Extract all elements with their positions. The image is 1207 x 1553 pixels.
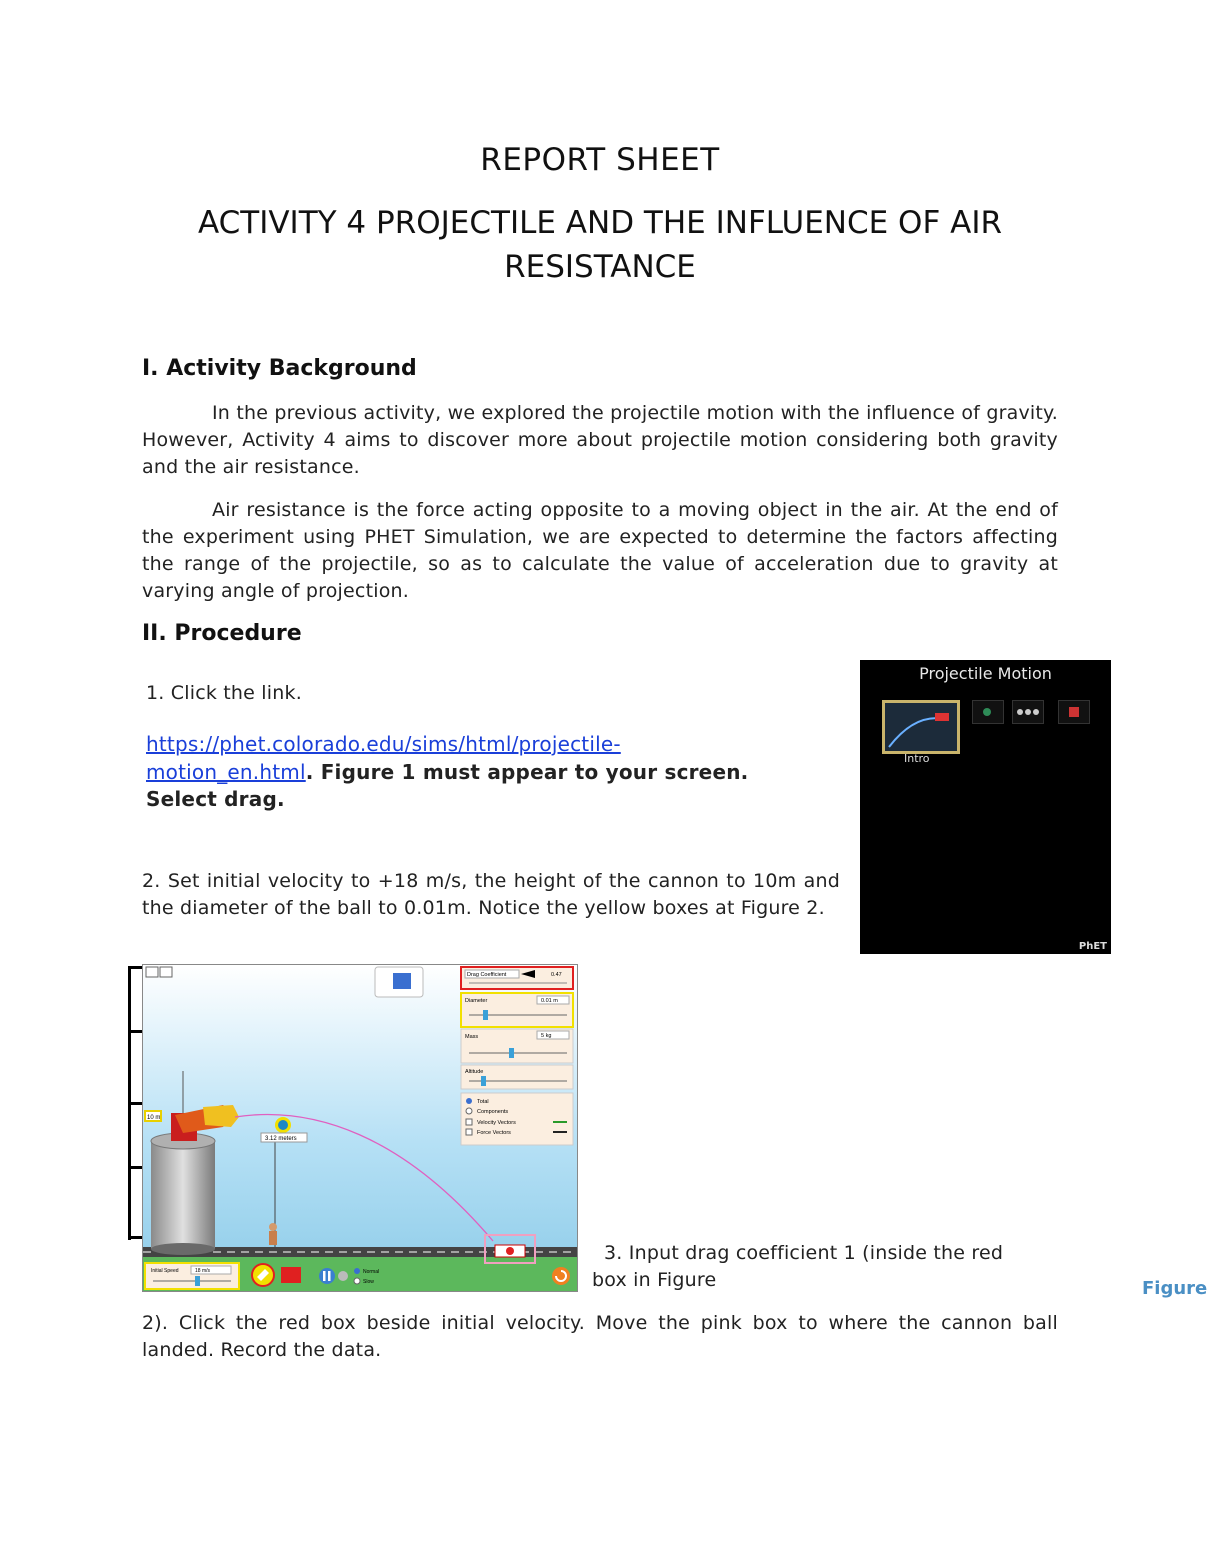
svg-text:0.01 m: 0.01 m <box>541 998 558 1004</box>
svg-text:Drag Coefficient: Drag Coefficient <box>467 972 507 978</box>
step-1-instruction: . Figure 1 must appear to your screen. <box>305 760 749 784</box>
figure-1-screenshot <box>860 660 1111 954</box>
svg-text:Mass: Mass <box>465 1034 479 1040</box>
svg-text:Total: Total <box>477 1099 489 1105</box>
step-1-select: Select drag. <box>146 787 285 811</box>
intro-thumbnail[interactable] <box>882 700 960 754</box>
section-heading-procedure: II. Procedure <box>142 621 302 646</box>
svg-text:Normal: Normal <box>363 1269 380 1275</box>
person-figure <box>269 1223 277 1245</box>
drag-thumbnail[interactable] <box>972 700 1004 724</box>
svg-text:18 m/s: 18 m/s <box>195 1268 211 1274</box>
svg-text:Slow: Slow <box>363 1279 374 1285</box>
background-paragraph-2: Air resistance is the force acting opposite to a moving object in the air. At the end of the experiment using PHET Simulation, we are expected to determine the factors affecting the range of the projectile, so as to calculate the value of acceleration due to gravity at varying angle of projection. <box>142 499 1058 602</box>
svg-text:Altitude: Altitude <box>465 1069 484 1075</box>
fire-button[interactable] <box>281 1267 301 1283</box>
altitude-control[interactable] <box>461 1065 573 1089</box>
link-line-1 <box>146 731 621 758</box>
step-3-text-b: box in Figure <box>592 1269 717 1291</box>
step-2-text: 2. Set initial velocity to +18 m/s, the height of the cannon to 10m and the diameter of the ball to 0.01m. Notice the yellow boxes at Figure 2. <box>142 870 840 919</box>
diameter-control[interactable] <box>461 993 573 1027</box>
svg-text:Components: Components <box>477 1109 509 1115</box>
normal-speed-radio[interactable] <box>354 1268 360 1274</box>
height-tag: 10 m <box>147 1115 161 1121</box>
figure-2-screenshot <box>142 964 578 1292</box>
step-3-text-c: 2). Click the red box beside initial velocity. Move the pink box to where the cannon ball landed. Record the data. <box>142 1312 1058 1361</box>
erase-button[interactable] <box>252 1264 274 1286</box>
svg-text:5 kg: 5 kg <box>541 1033 552 1039</box>
svg-text:Diameter: Diameter <box>465 998 488 1004</box>
step-3-text-a: 3. Input drag coefficient 1 (inside the red <box>604 1242 1004 1264</box>
vectors-thumbnail[interactable] <box>1012 700 1044 724</box>
report-title: REPORT SHEET <box>480 142 720 178</box>
reset-button[interactable] <box>552 1267 570 1285</box>
phet-logo: PhET <box>1078 941 1107 952</box>
svg-text:3.12 meters: 3.12 meters <box>265 1136 297 1142</box>
initial-speed-control[interactable] <box>145 1263 239 1289</box>
figure-caption: Figure <box>1142 1278 1207 1299</box>
svg-text:Velocity Vectors: Velocity Vectors <box>477 1120 516 1126</box>
play-pause-button[interactable] <box>319 1268 335 1284</box>
trajectory-icon <box>885 703 957 751</box>
background-paragraph-1: In the previous activity, we explored the projectile motion with the influence of gravity. However, Activity 4 aims to discover more about projectile motion considering both gravity and the air resistance. <box>142 402 1058 478</box>
svg-text:Initial Speed: Initial Speed <box>151 1268 179 1274</box>
phet-link-part-2[interactable]: motion_en.html <box>146 760 306 784</box>
intro-label: Intro <box>904 752 930 765</box>
vector-options-panel[interactable] <box>461 1093 573 1145</box>
step-button[interactable] <box>338 1271 348 1281</box>
figure-1-title: Projectile Motion <box>919 664 1052 683</box>
svg-text:0.47: 0.47 <box>551 972 562 978</box>
slow-speed-radio[interactable] <box>354 1278 360 1284</box>
mass-control[interactable] <box>461 1029 573 1063</box>
step-1-text: 1. Click the link. <box>146 682 302 704</box>
phet-link-part-1[interactable]: https://phet.colorado.edu/sims/html/projectile- <box>146 732 621 756</box>
tape-measure-icon[interactable] <box>375 967 423 997</box>
activity-title: ACTIVITY 4 PROJECTILE AND THE INFLUENCE OF AIR RESISTANCE <box>197 205 1003 285</box>
link-line-2 <box>146 759 748 786</box>
cannon-platform <box>151 1141 215 1249</box>
lab-thumbnail[interactable] <box>1058 700 1090 724</box>
section-heading-background: I. Activity Background <box>142 356 417 381</box>
drag-coefficient-control[interactable] <box>461 967 573 989</box>
svg-text:Force Vectors: Force Vectors <box>477 1130 511 1136</box>
